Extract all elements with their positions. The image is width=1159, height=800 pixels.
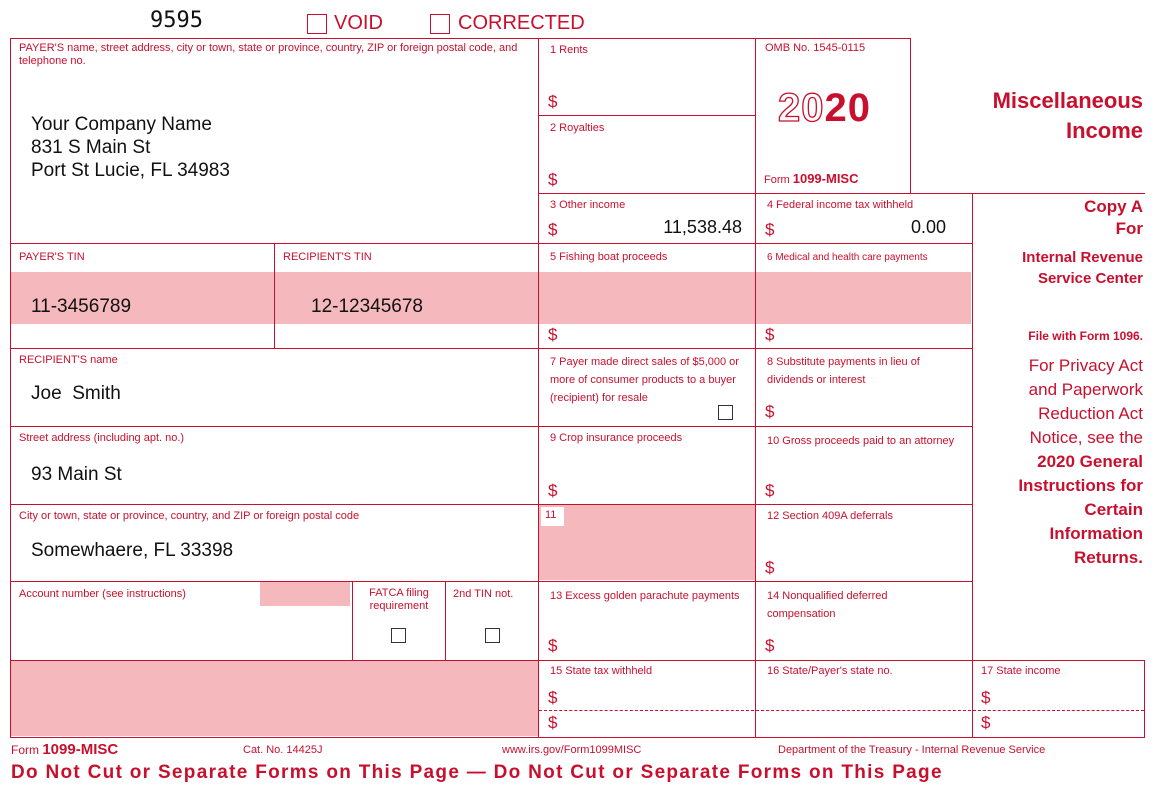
sidebar-irs-line1: Internal Revenue (1022, 249, 1143, 266)
sidebar-instr-line1: 2020 General (1037, 452, 1143, 471)
box14-dollar: $ (765, 636, 775, 655)
recipient-tin-label: RECIPIENT'S TIN (283, 251, 372, 263)
box16-label: 16 State/Payer's state no. (767, 665, 893, 677)
state-dash-15 (539, 710, 754, 711)
state-left-box (10, 660, 539, 738)
box9-dollar: $ (548, 481, 558, 500)
street-value[interactable]: 93 Main St (31, 464, 122, 485)
payer-tin-label: PAYER'S TIN (19, 251, 85, 263)
omb-label: OMB No. 1545-0115 (765, 42, 866, 54)
city-value[interactable]: Somewhaere, FL 33398 (31, 540, 234, 561)
payer-label: PAYER'S name, street address, city or town, state or province, country, ZIP or foreign postal code, and telephone no. (19, 42, 518, 67)
recipient-name-label: RECIPIENT'S name (19, 354, 118, 366)
box2-dollar: $ (548, 170, 558, 189)
sidebar-instr-line2: Instructions for (1018, 476, 1143, 495)
footer-cat-no: Cat. No. 14425J (243, 744, 323, 756)
sidebar-for: For (1115, 219, 1143, 238)
box3-label: 3 Other income (550, 199, 626, 211)
fatca-checkbox[interactable] (391, 628, 406, 643)
box17-dollar-1: $ (981, 688, 991, 707)
box4-dollar: $ (765, 220, 775, 239)
tin-not-checkbox[interactable] (485, 628, 500, 643)
sidebar-privacy (978, 354, 1143, 450)
box15-dollar-2: $ (548, 713, 558, 732)
footer-dept: Department of the Treasury - Internal Revenue Service (778, 744, 1046, 756)
corrected-checkbox[interactable] (430, 14, 450, 34)
box17-dollar-2: $ (981, 713, 991, 732)
box12-dollar: $ (765, 558, 775, 577)
box7-checkbox[interactable] (718, 405, 733, 420)
box6-dollar: $ (765, 325, 775, 344)
sidebar-instr-line4: Information (1049, 524, 1143, 543)
box1-dollar: $ (548, 92, 558, 111)
footer-form-name: 1099-MISC (42, 741, 119, 758)
sidebar-title-line1: Miscellaneous (992, 88, 1143, 113)
sidebar-file-with: File with Form 1096. (1028, 329, 1143, 343)
recipient-tin-value[interactable]: 12-12345678 (311, 296, 423, 317)
city-label: City or town, state or province, country, and ZIP or foreign postal code (19, 510, 360, 522)
box3-dollar: $ (548, 220, 558, 239)
void-checkbox[interactable] (307, 14, 327, 34)
omb-form-label (764, 172, 858, 187)
void-label: VOID (334, 12, 383, 34)
sidebar-copy-a: Copy A (1084, 197, 1143, 216)
payer-name[interactable]: Your Company Name (31, 114, 212, 135)
omb-form-word: Form (764, 174, 790, 186)
sidebar-privacy-line1: For Privacy Act (1028, 356, 1143, 375)
box9-label: 9 Crop insurance proceeds (550, 432, 683, 444)
sidebar-top-rule (972, 193, 1145, 194)
sidebar-instructions (978, 450, 1143, 570)
sidebar-privacy-line2: and Paperwork (1028, 380, 1143, 399)
box10-dollar: $ (765, 481, 775, 500)
box13-dollar: $ (548, 636, 558, 655)
box15-label: 15 State tax withheld (550, 665, 653, 677)
footer-warning: Do Not Cut or Separate Forms on This Page — Do Not Cut or Separate Forms on This Page (11, 762, 943, 783)
box11 (538, 504, 756, 582)
form-code: 9595 (150, 8, 203, 33)
box11-label: 11 (541, 507, 564, 526)
street-label: Street address (including apt. no.) (19, 432, 185, 444)
footer-form-word: Form (11, 743, 39, 757)
footer-url: www.irs.gov/Form1099MISC (502, 744, 642, 756)
box5-dollar: $ (548, 325, 558, 344)
sidebar-irs-line2: Service Center (1037, 270, 1143, 287)
sidebar-copy (978, 196, 1143, 240)
box3-value[interactable]: 11,538.48 (663, 217, 742, 237)
sidebar-title-line2: Income (1065, 118, 1143, 143)
footer-form (11, 741, 118, 758)
corrected-label: CORRECTED (458, 12, 585, 34)
box1-label: 1 Rents (550, 44, 588, 56)
payer-city[interactable]: Port St Lucie, FL 34983 (31, 160, 230, 181)
tax-year-suffix: 20 (824, 86, 871, 130)
box12-label: 12 Section 409A deferrals (767, 510, 893, 522)
omb-form-name: 1099-MISC (792, 171, 859, 186)
sidebar-instr-line3: Certain (1084, 500, 1143, 519)
box4-label: 4 Federal income tax withheld (767, 199, 914, 211)
box13-label: 13 Excess golden parachute payments (550, 590, 740, 602)
sidebar-irs (978, 247, 1143, 289)
box5-label: 5 Fishing boat proceeds (550, 251, 668, 263)
tax-year (778, 86, 871, 131)
box6-label: 6 Medical and health care payments (767, 252, 928, 263)
box7-label: 7 Payer made direct sales of $5,000 or more of consumer products to a buyer (recipient) for resale (550, 356, 739, 404)
account-label: Account number (see instructions) (19, 588, 186, 600)
box8-dollar: $ (765, 402, 775, 421)
state-dash-16 (756, 710, 971, 711)
recipient-name-value[interactable]: Joe Smith (31, 383, 121, 404)
box2-label: 2 Royalties (550, 122, 605, 134)
sidebar-privacy-line3: Reduction Act (1038, 404, 1143, 423)
box14-label: 14 Nonqualified deferred compensation (767, 590, 888, 620)
sidebar-privacy-line4: Notice, see the (1029, 428, 1143, 447)
fatca-label: FATCA filing requirement (369, 587, 429, 612)
box4-value[interactable]: 0.00 (910, 217, 946, 237)
sidebar-title (920, 86, 1143, 146)
tax-year-prefix: 20 (778, 86, 825, 130)
box10-label: 10 Gross proceeds paid to an attorney (767, 435, 955, 447)
box17-label: 17 State income (981, 665, 1061, 677)
tin-not-label: 2nd TIN not. (453, 588, 514, 600)
state-dash-17 (973, 710, 1144, 711)
sidebar-instr-line5: Returns. (1074, 548, 1143, 567)
sidebar-divider (972, 193, 973, 503)
box15-dollar-1: $ (548, 688, 558, 707)
box8-label: 8 Substitute payments in lieu of dividends or interest (767, 356, 920, 386)
payer-street[interactable]: 831 S Main St (31, 137, 151, 158)
payer-tin-value[interactable]: 11-3456789 (31, 296, 132, 317)
